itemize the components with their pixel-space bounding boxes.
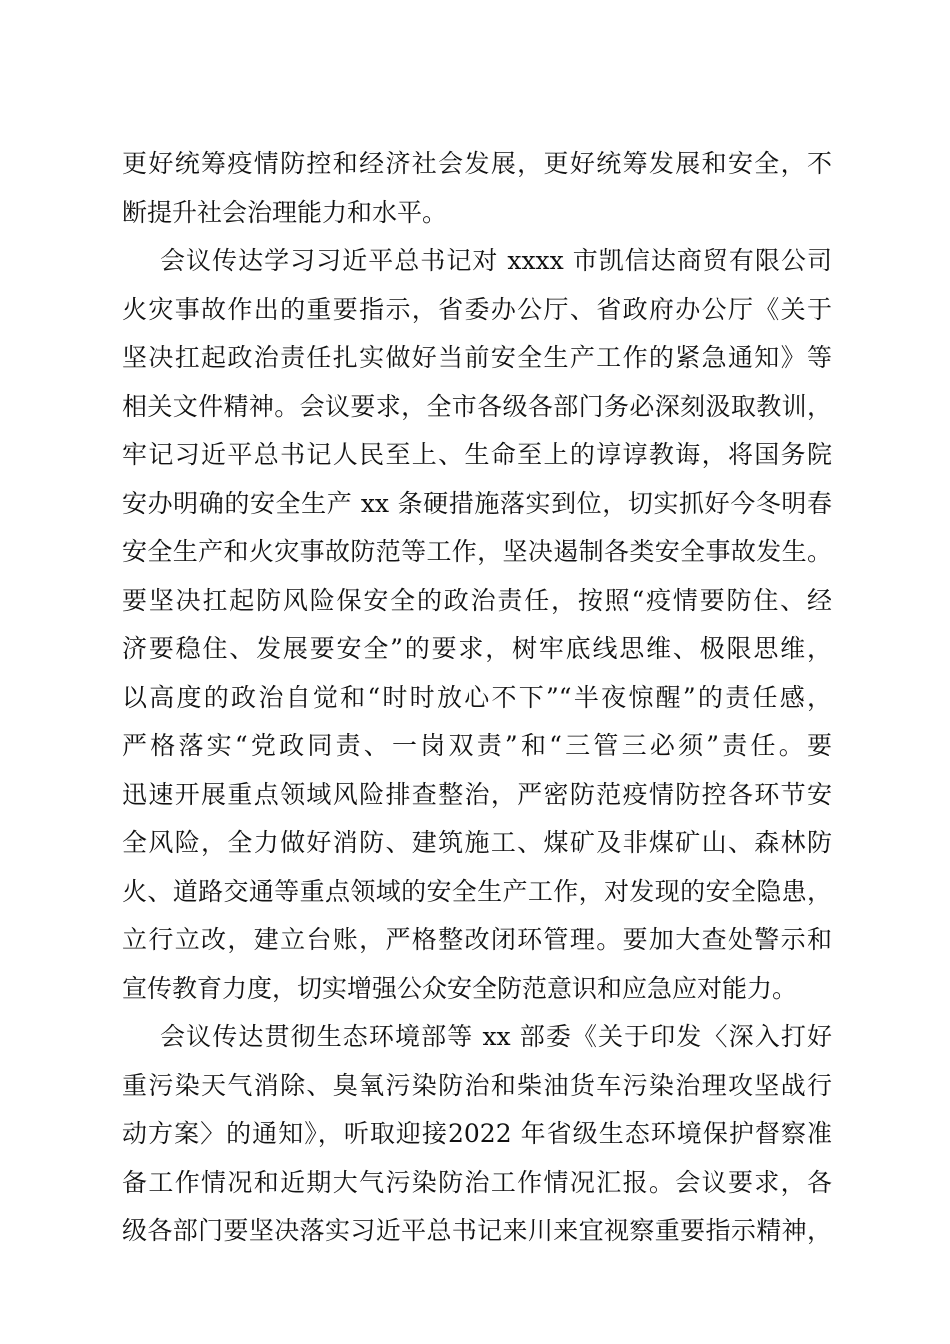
text-line: 更好统筹疫情防控和经济社会发展，更好统筹发展和安全，不 bbox=[122, 149, 832, 178]
text-line: 济要稳住、发展要安全”的要求，树牢底线思维、极限思维， bbox=[122, 634, 832, 663]
text-line: 级各部门要坚决落实习近平总书记来川来宜视察重要指示精神， bbox=[122, 1216, 832, 1245]
text-line: 相关文件精神。会议要求，全市各级各部门务必深刻汲取教训， bbox=[122, 391, 832, 421]
text-line: 迅速开展重点领域风险排查整治，严密防范疫情防控各环节安 bbox=[122, 779, 832, 809]
document-body bbox=[122, 140, 832, 1256]
text-line: 牢记习近平总书记人民至上、生命至上的谆谆教诲，将国务院 bbox=[122, 440, 832, 469]
text-line: 立行立改，建立台账，严格整改闭环管理。要加大查处警示和 bbox=[122, 925, 832, 954]
text-line: 要坚决扛起防风险保安全的政治责任，按照“疫情要防住、经 bbox=[122, 585, 832, 615]
text-line: 火灾事故作出的重要指示，省委办公厅、省政府办公厅《关于 bbox=[122, 294, 832, 324]
text-line: 坚决扛起政治责任扎实做好当前安全生产工作的紧急通知》等 bbox=[122, 343, 832, 372]
text-line: 宣传教育力度，切实增强公众安全防范意识和应急应对能力。 bbox=[122, 973, 798, 1003]
text-line: 以高度的政治自觉和“时时放心不下”“半夜惊醒”的责任感， bbox=[122, 682, 832, 712]
text-line: 全风险，全力做好消防、建筑施工、煤矿及非煤矿山、森林防 bbox=[122, 828, 832, 857]
paragraph-start-line: 会议传达学习习近平总书记对 xxxx 市凯信达商贸有限公司 bbox=[160, 246, 832, 275]
text-line: 安办明确的安全生产 xx 条硬措施落实到位，切实抓好今冬明春 bbox=[122, 488, 832, 518]
text-line: 重污染天气消除、臭氧污染防治和柴油货车污染治理攻坚战行 bbox=[122, 1070, 832, 1100]
paragraph-start-line: 会议传达贯彻生态环境部等 xx 部委《关于印发〈深入打好 bbox=[160, 1022, 832, 1051]
text-line: 严格落实“党政同责、一岗双责”和“三管三必须”责任。要 bbox=[122, 731, 832, 760]
text-line: 动方案〉的通知》，听取迎接2022 年省级生态环境保护督察准 bbox=[122, 1119, 832, 1148]
text-line: 备工作情况和近期大气污染防治工作情况汇报。会议要求，各 bbox=[122, 1167, 832, 1197]
text-line: 火、道路交通等重点领域的安全生产工作，对发现的安全隐患， bbox=[122, 876, 832, 906]
text-line: 安全生产和火灾事故防范等工作，坚决遏制各类安全事故发生。 bbox=[122, 537, 832, 566]
text-line: 断提升社会治理能力和水平。 bbox=[122, 197, 448, 227]
